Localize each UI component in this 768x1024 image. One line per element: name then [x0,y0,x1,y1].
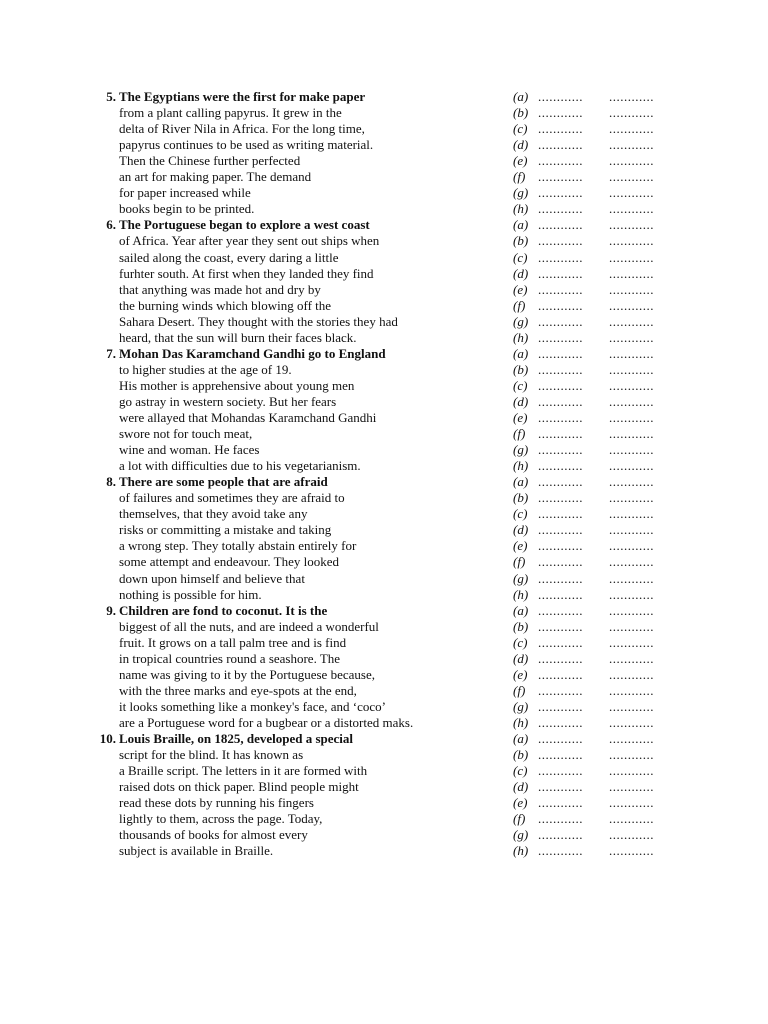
option-label: (d) [513,137,529,152]
question-text: lightly to them, across the page. Today, [119,811,323,826]
option-label: (c) [513,121,528,136]
answer-blank-correction[interactable]: ............ [609,699,654,714]
question-text: delta of River Nila in Africa. For the long time, [119,121,365,136]
question-line [0,410,768,426]
answer-blank-error[interactable]: ............ [538,506,583,521]
answer-blank-correction[interactable]: ............ [609,394,654,409]
answer-blank-error[interactable]: ............ [538,250,583,265]
answer-blank-correction[interactable]: ............ [609,506,654,521]
option-label: (h) [513,843,529,858]
option-label: (b) [513,490,529,505]
answer-blank-error[interactable]: ............ [538,603,583,618]
answer-blank-error[interactable]: ............ [538,795,583,810]
question-line [0,811,768,827]
question-line [0,779,768,795]
question-text: an art for making paper. The demand [119,169,312,184]
answer-blank-correction[interactable]: ............ [609,410,654,425]
answer-blank-error[interactable]: ............ [538,554,583,569]
answer-blank-error[interactable]: ............ [538,843,583,858]
answer-blank-error[interactable]: ............ [538,185,583,200]
question-text: Children are fond to coconut. It is the [119,603,328,618]
question-text: swore not for touch meat, [119,426,253,441]
answer-blank-error[interactable]: ............ [538,635,583,650]
answer-blank-correction[interactable]: ............ [609,554,654,569]
question-line [0,362,768,378]
question-line [0,827,768,843]
question-text: fruit. It grows on a tall palm tree and is find [119,635,347,650]
question-text: The Portuguese began to explore a west coast [119,217,370,232]
question-text: subject is available in Braille. [119,843,274,858]
question-line [0,538,768,554]
option-label: (e) [513,153,528,168]
answer-blank-error[interactable]: ............ [538,619,583,634]
option-label: (c) [513,763,528,778]
answer-blank-correction[interactable]: ............ [609,426,654,441]
answer-blank-correction[interactable]: ............ [609,522,654,537]
option-label: (d) [513,651,529,666]
answer-blank-correction[interactable]: ............ [609,474,654,489]
question-text: raised dots on thick paper. Blind people might [119,779,359,794]
answer-blank-error[interactable]: ............ [538,137,583,152]
question-line [0,458,768,474]
answer-blank-error[interactable]: ............ [538,282,583,297]
option-label: (e) [513,410,528,425]
answer-blank-error[interactable]: ............ [538,747,583,762]
question-line [0,137,768,153]
answer-blank-error[interactable]: ............ [538,153,583,168]
question-line [0,153,768,169]
answer-blank-error[interactable]: ............ [538,522,583,537]
question-line [0,442,768,458]
answer-blank-correction[interactable]: ............ [609,153,654,168]
option-label: (h) [513,201,529,216]
answer-blank-error[interactable]: ............ [538,201,583,216]
answer-blank-correction[interactable]: ............ [609,779,654,794]
question-number: 7. [106,346,116,361]
answer-blank-error[interactable]: ............ [538,121,583,136]
question-line [0,201,768,217]
answer-blank-correction[interactable]: ............ [609,362,654,377]
answer-blank-error[interactable]: ............ [538,571,583,586]
answer-blank-error[interactable]: ............ [538,651,583,666]
question-line [0,763,768,779]
question-line [0,89,768,105]
question-line [0,250,768,266]
answer-blank-correction[interactable]: ............ [609,763,654,778]
answer-blank-correction[interactable]: ............ [609,330,654,345]
question-text: with the three marks and eye-spots at the end, [119,683,357,698]
question-text: furhter south. At first when they landed they find [119,266,374,281]
answer-blank-correction[interactable]: ............ [609,811,654,826]
question-text: it looks something like a monkey's face, and ‘coco’ [119,699,386,714]
answer-blank-error[interactable]: ............ [538,314,583,329]
option-label: (f) [513,298,526,313]
option-label: (f) [513,169,526,184]
answer-blank-error[interactable]: ............ [538,699,583,714]
question-line [0,699,768,715]
answer-blank-error[interactable]: ............ [538,89,583,104]
option-label: (a) [513,217,529,232]
question-line [0,185,768,201]
answer-blank-error[interactable]: ............ [538,394,583,409]
option-label: (d) [513,266,529,281]
answer-blank-correction[interactable]: ............ [609,538,654,553]
question-line [0,330,768,346]
question-text: His mother is apprehensive about young men [119,378,355,393]
option-label: (a) [513,89,529,104]
question-line [0,378,768,394]
option-label: (e) [513,667,528,682]
answer-blank-error[interactable]: ............ [538,233,583,248]
question-text: are a Portuguese word for a bugbear or a distorted maks. [119,715,414,730]
question-text: read these dots by running his fingers [119,795,314,810]
question-text: that anything was made hot and dry by [119,282,321,297]
question-text: thousands of books for almost every [119,827,308,842]
answer-blank-error[interactable]: ............ [538,378,583,393]
question-line [0,635,768,651]
question-line [0,169,768,185]
answer-blank-correction[interactable]: ............ [609,747,654,762]
question-text: a lot with difficulties due to his vegetarianism. [119,458,361,473]
question-line [0,843,768,859]
option-label: (g) [513,442,529,457]
option-label: (d) [513,779,529,794]
answer-blank-correction[interactable]: ............ [609,619,654,634]
answer-blank-error[interactable]: ............ [538,362,583,377]
question-line [0,587,768,603]
answer-blank-error[interactable]: ............ [538,442,583,457]
question-line [0,314,768,330]
answer-blank-error[interactable]: ............ [538,763,583,778]
answer-blank-error[interactable]: ............ [538,715,583,730]
option-label: (h) [513,330,529,345]
answer-blank-correction[interactable]: ............ [609,731,654,746]
answer-blank-correction[interactable]: ............ [609,571,654,586]
option-label: (f) [513,683,526,698]
question-text: Sahara Desert. They thought with the stories they had [119,314,398,329]
question-line [0,266,768,282]
answer-blank-correction[interactable]: ............ [609,442,654,457]
question-number: 5. [106,89,116,104]
question-text: books begin to be printed. [119,201,255,216]
question-line [0,506,768,522]
option-label: (c) [513,378,528,393]
question-line [0,233,768,249]
answer-blank-error[interactable]: ............ [538,667,583,682]
question-text: papyrus continues to be used as writing material. [119,137,374,152]
answer-blank-correction[interactable]: ............ [609,827,654,842]
question-line [0,474,768,490]
answer-blank-correction[interactable]: ............ [609,266,654,281]
option-label: (b) [513,619,529,634]
question-text: heard, that the sun will burn their faces black. [119,330,357,345]
answer-blank-error[interactable]: ............ [538,538,583,553]
question-text: down upon himself and believe that [119,571,305,586]
question-text: nothing is possible for him. [119,587,262,602]
answer-blank-correction[interactable]: ............ [609,490,654,505]
answer-blank-error[interactable]: ............ [538,217,583,232]
question-text: Then the Chinese further perfected [119,153,301,168]
question-number: 8. [106,474,116,489]
answer-blank-error[interactable]: ............ [538,105,583,120]
option-label: (f) [513,554,526,569]
option-label: (h) [513,587,529,602]
answer-blank-error[interactable]: ............ [538,426,583,441]
question-line [0,619,768,635]
answer-blank-correction[interactable]: ............ [609,587,654,602]
answer-blank-correction[interactable]: ............ [609,137,654,152]
question-text: wine and woman. He faces [119,442,260,457]
question-line [0,217,768,233]
question-text: a Braille script. The letters in it are formed with [119,763,368,778]
question-text: for paper increased while [119,185,251,200]
answer-blank-correction[interactable]: ............ [609,651,654,666]
question-text: the burning winds which blowing off the [119,298,332,313]
answer-blank-correction[interactable]: ............ [609,458,654,473]
question-text: were allayed that Mohandas Karamchand Gandhi [119,410,377,425]
option-label: (b) [513,362,529,377]
option-label: (d) [513,522,529,537]
question-line [0,554,768,570]
answer-blank-error[interactable]: ............ [538,587,583,602]
question-line [0,795,768,811]
answer-blank-correction[interactable]: ............ [609,201,654,216]
answer-blank-correction[interactable]: ............ [609,121,654,136]
question-text: themselves, that they avoid take any [119,506,308,521]
option-label: (g) [513,314,529,329]
answer-blank-correction[interactable]: ............ [609,843,654,858]
question-text: Mohan Das Karamchand Gandhi go to England [119,346,386,361]
option-label: (b) [513,105,529,120]
question-text: There are some people that are afraid [119,474,328,489]
question-line [0,683,768,699]
question-line [0,731,768,747]
answer-blank-error[interactable]: ............ [538,298,583,313]
option-label: (b) [513,233,529,248]
question-text: in tropical countries round a seashore. The [119,651,341,666]
answer-blank-correction[interactable]: ............ [609,233,654,248]
answer-blank-correction[interactable]: ............ [609,378,654,393]
question-line [0,282,768,298]
question-text: of Africa. Year after year they sent out ships when [119,233,380,248]
answer-blank-error[interactable]: ............ [538,779,583,794]
option-label: (a) [513,346,529,361]
option-label: (a) [513,603,529,618]
answer-blank-correction[interactable]: ............ [609,298,654,313]
answer-blank-error[interactable]: ............ [538,169,583,184]
answer-blank-error[interactable]: ............ [538,731,583,746]
question-text: a wrong step. They totally abstain entirely for [119,538,357,553]
question-line [0,747,768,763]
option-label: (g) [513,571,529,586]
question-text: script for the blind. It has known as [119,747,304,762]
answer-blank-correction[interactable]: ............ [609,715,654,730]
question-line [0,603,768,619]
answer-blank-error[interactable]: ............ [538,266,583,281]
question-line [0,522,768,538]
option-label: (h) [513,715,529,730]
question-line [0,715,768,731]
answer-blank-correction[interactable]: ............ [609,282,654,297]
answer-blank-correction[interactable]: ............ [609,635,654,650]
option-label: (c) [513,635,528,650]
answer-blank-correction[interactable]: ............ [609,250,654,265]
question-text: The Egyptians were the first for make paper [119,89,366,104]
option-label: (b) [513,747,529,762]
option-label: (e) [513,795,528,810]
question-text: of failures and sometimes they are afraid to [119,490,345,505]
answer-blank-correction[interactable]: ............ [609,314,654,329]
option-label: (f) [513,426,526,441]
answer-blank-correction[interactable]: ............ [609,217,654,232]
option-label: (e) [513,538,528,553]
question-text: name was giving to it by the Portuguese because, [119,667,375,682]
question-line [0,651,768,667]
answer-blank-error[interactable]: ............ [538,490,583,505]
question-number: 9. [106,603,116,618]
answer-blank-error[interactable]: ............ [538,410,583,425]
option-label: (g) [513,699,529,714]
answer-blank-correction[interactable]: ............ [609,667,654,682]
question-line [0,298,768,314]
option-label: (h) [513,458,529,473]
answer-blank-correction[interactable]: ............ [609,105,654,120]
answer-blank-correction[interactable]: ............ [609,603,654,618]
option-label: (c) [513,506,528,521]
answer-blank-error[interactable]: ............ [538,827,583,842]
question-text: to higher studies at the age of 19. [119,362,292,377]
question-line [0,121,768,137]
question-line [0,490,768,506]
answer-blank-error[interactable]: ............ [538,346,583,361]
answer-blank-error[interactable]: ............ [538,683,583,698]
option-label: (a) [513,474,529,489]
question-line [0,394,768,410]
answer-blank-error[interactable]: ............ [538,458,583,473]
option-label: (g) [513,185,529,200]
option-label: (d) [513,394,529,409]
question-text: biggest of all the nuts, and are indeed a wonderful [119,619,379,634]
question-line [0,426,768,442]
answer-blank-correction[interactable]: ............ [609,169,654,184]
answer-blank-correction[interactable]: ............ [609,346,654,361]
answer-blank-error[interactable]: ............ [538,330,583,345]
answer-blank-correction[interactable]: ............ [609,89,654,104]
question-line [0,105,768,121]
question-line [0,667,768,683]
question-text: from a plant calling papyrus. It grew in the [119,105,342,120]
question-text: go astray in western society. But her fears [119,394,337,409]
option-label: (c) [513,250,528,265]
question-number: 6. [106,217,116,232]
answer-blank-error[interactable]: ............ [538,811,583,826]
answer-blank-correction[interactable]: ............ [609,185,654,200]
option-label: (a) [513,731,529,746]
question-line [0,571,768,587]
question-number: 10. [99,731,116,746]
answer-blank-error[interactable]: ............ [538,474,583,489]
option-label: (f) [513,811,526,826]
answer-blank-correction[interactable]: ............ [609,683,654,698]
question-text: Louis Braille, on 1825, developed a special [119,731,354,746]
question-text: some attempt and endeavour. They looked [119,554,339,569]
answer-blank-correction[interactable]: ............ [609,795,654,810]
option-label: (e) [513,282,528,297]
question-line [0,346,768,362]
question-text: sailed along the coast, every daring a little [119,250,339,265]
option-label: (g) [513,827,529,842]
question-text: risks or committing a mistake and taking [119,522,332,537]
